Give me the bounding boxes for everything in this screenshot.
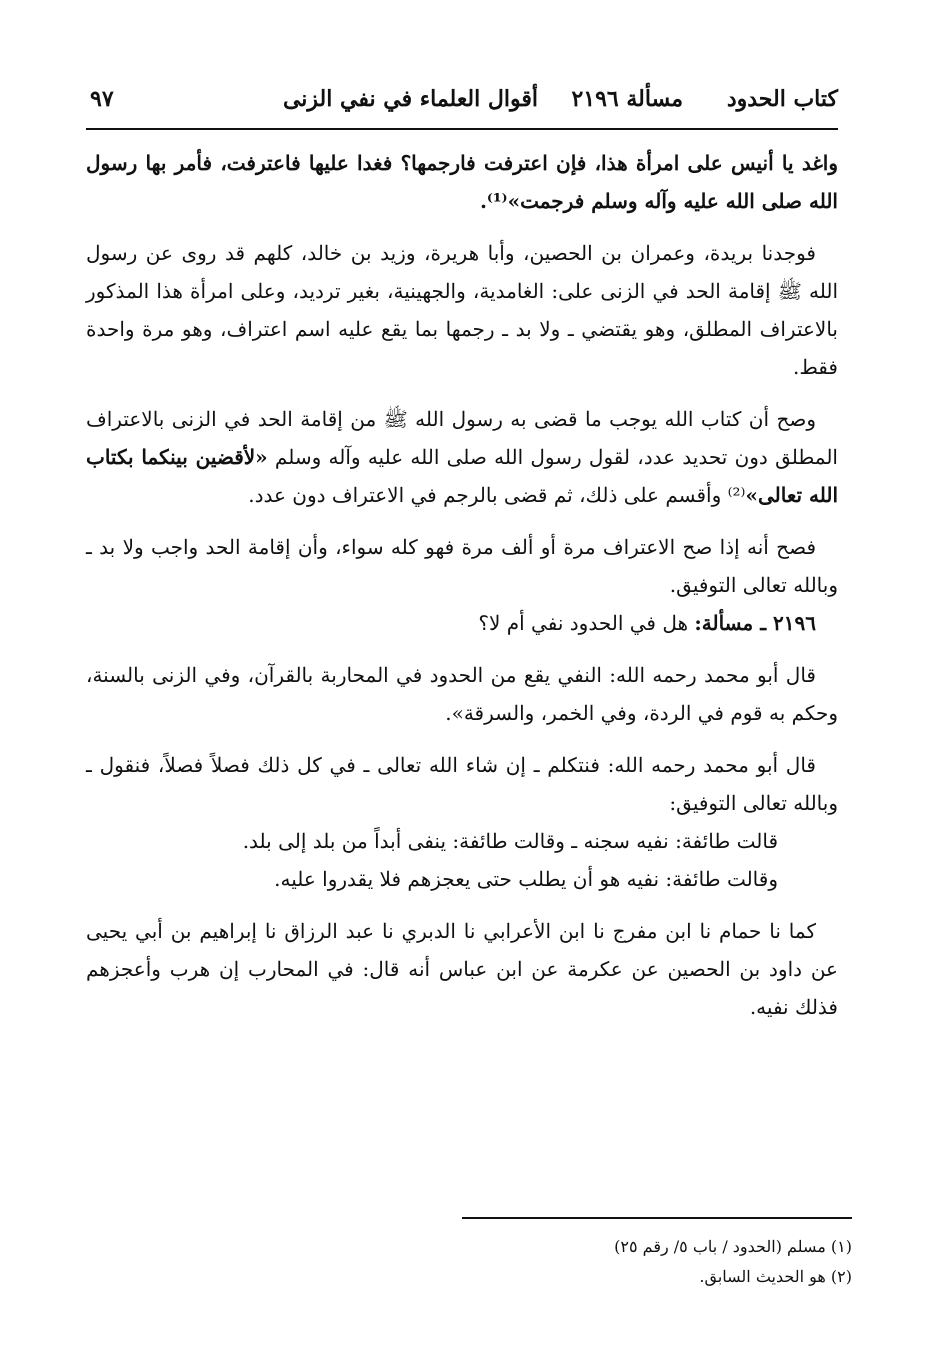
running-header [86, 86, 838, 120]
main-text [86, 144, 838, 1026]
header-divider [86, 128, 838, 130]
header-issue-number: مسألة ٢١٩٦ [571, 86, 683, 112]
footnote-1: (١) مسلم (الحدود / باب ٥/ رقم ٢٥) [614, 1237, 852, 1256]
paragraph-book-end: ⁽²⁾ وأقسم على ذلك، ثم قضى بالرجم في الاعتراف دون عدد. [248, 483, 746, 507]
footnotes [352, 1232, 852, 1292]
paragraph-hadith-end: واغد يا أنيس على امرأة هذا، فإن اعترفت فارجمها؟ فغدا عليها فاعترفت، فأمر بها رسول الله صلى الله عليه وآله وسلم فرجمت»⁽¹⁾. [86, 151, 838, 213]
paragraph-opinion-2: وقالت طائفة: نفيه هو أن يطلب حتى يعجزهم فلا يقدروا عليه. [274, 867, 778, 891]
paragraph-narrators: فوجدنا بريدة، وعمران بن الحصين، وأبا هريرة، وزيد بن خالد، كلهم قد روى عن رسول الله ﷺ إقامة الحد في الزنى على: الغامدية، والجهينية، بغير ترديد، وعلى امرأة هذا المذكور بالاعتراف المطلق، وهو يقتضي ـ ولا بد ـ رجمها بما يقع عليه اسم اعتراف، وهو مرة واحدة فقط. [86, 241, 839, 379]
footnote-divider [462, 1217, 852, 1219]
paragraph-book-start: وصح أن كتاب الله يوجب ما قضى به رسول الله ﷺ من إقامة الحد في الزنى بالاعتراف المطلق دون تحديد عدد، لقول رسول الله صلى الله عليه وآله وسلم [86, 407, 838, 469]
footnote-2: (٢) هو الحديث السابق. [699, 1267, 852, 1286]
hadith-quote: «لأقضين بينكما بكتاب الله تعالى» [86, 445, 838, 507]
paragraph-isnad: كما نا حمام نا ابن مفرج نا ابن الأعرابي نا الدبري نا عبد الرزاق نا إبراهيم بن أبي يحيى عن داود بن الحصين عن عكرمة عن ابن عباس أنه قال: في المحارب إن هرب وأعجزهم فذلك نفيه. [86, 919, 838, 1019]
paragraph-abu-muhammad-1: قال أبو محمد رحمه الله: النفي يقع من الحدود في المحاربة بالقرآن، وفي الزنى بالسنة، وحكم به قوم في الردة، وفي الخمر، والسرقة». [86, 663, 838, 725]
issue-heading [86, 604, 838, 642]
paragraph-abu-muhammad-2: قال أبو محمد رحمه الله: فنتكلم ـ إن شاء الله تعالى ـ في كل ذلك فصلاً فصلاً، فنقول ـ وبالله تعالى التوفيق: [86, 753, 838, 815]
issue-heading-number: ٢١٩٦ ـ مسألة: [694, 611, 816, 635]
header-topic: أقوال العلماء في نفي الزنى [282, 86, 538, 112]
header-book-title: كتاب الحدود [726, 86, 838, 112]
paragraph-opinion-1: قالت طائفة: نفيه سجنه ـ وقالت طائفة: ينفى أبداً من بلد إلى بلد. [242, 829, 778, 853]
issue-heading-text: هل في الحدود نفي أم لا؟ [478, 611, 695, 635]
paragraph-conclusion: فصح أنه إذا صح الاعتراف مرة أو ألف مرة فهو كله سواء، وأن إقامة الحد واجب ولا بد ـ وبالله تعالى التوفيق. [86, 535, 838, 597]
paragraph-book-of-allah [86, 400, 838, 514]
page-number: ٩٧ [90, 86, 114, 112]
